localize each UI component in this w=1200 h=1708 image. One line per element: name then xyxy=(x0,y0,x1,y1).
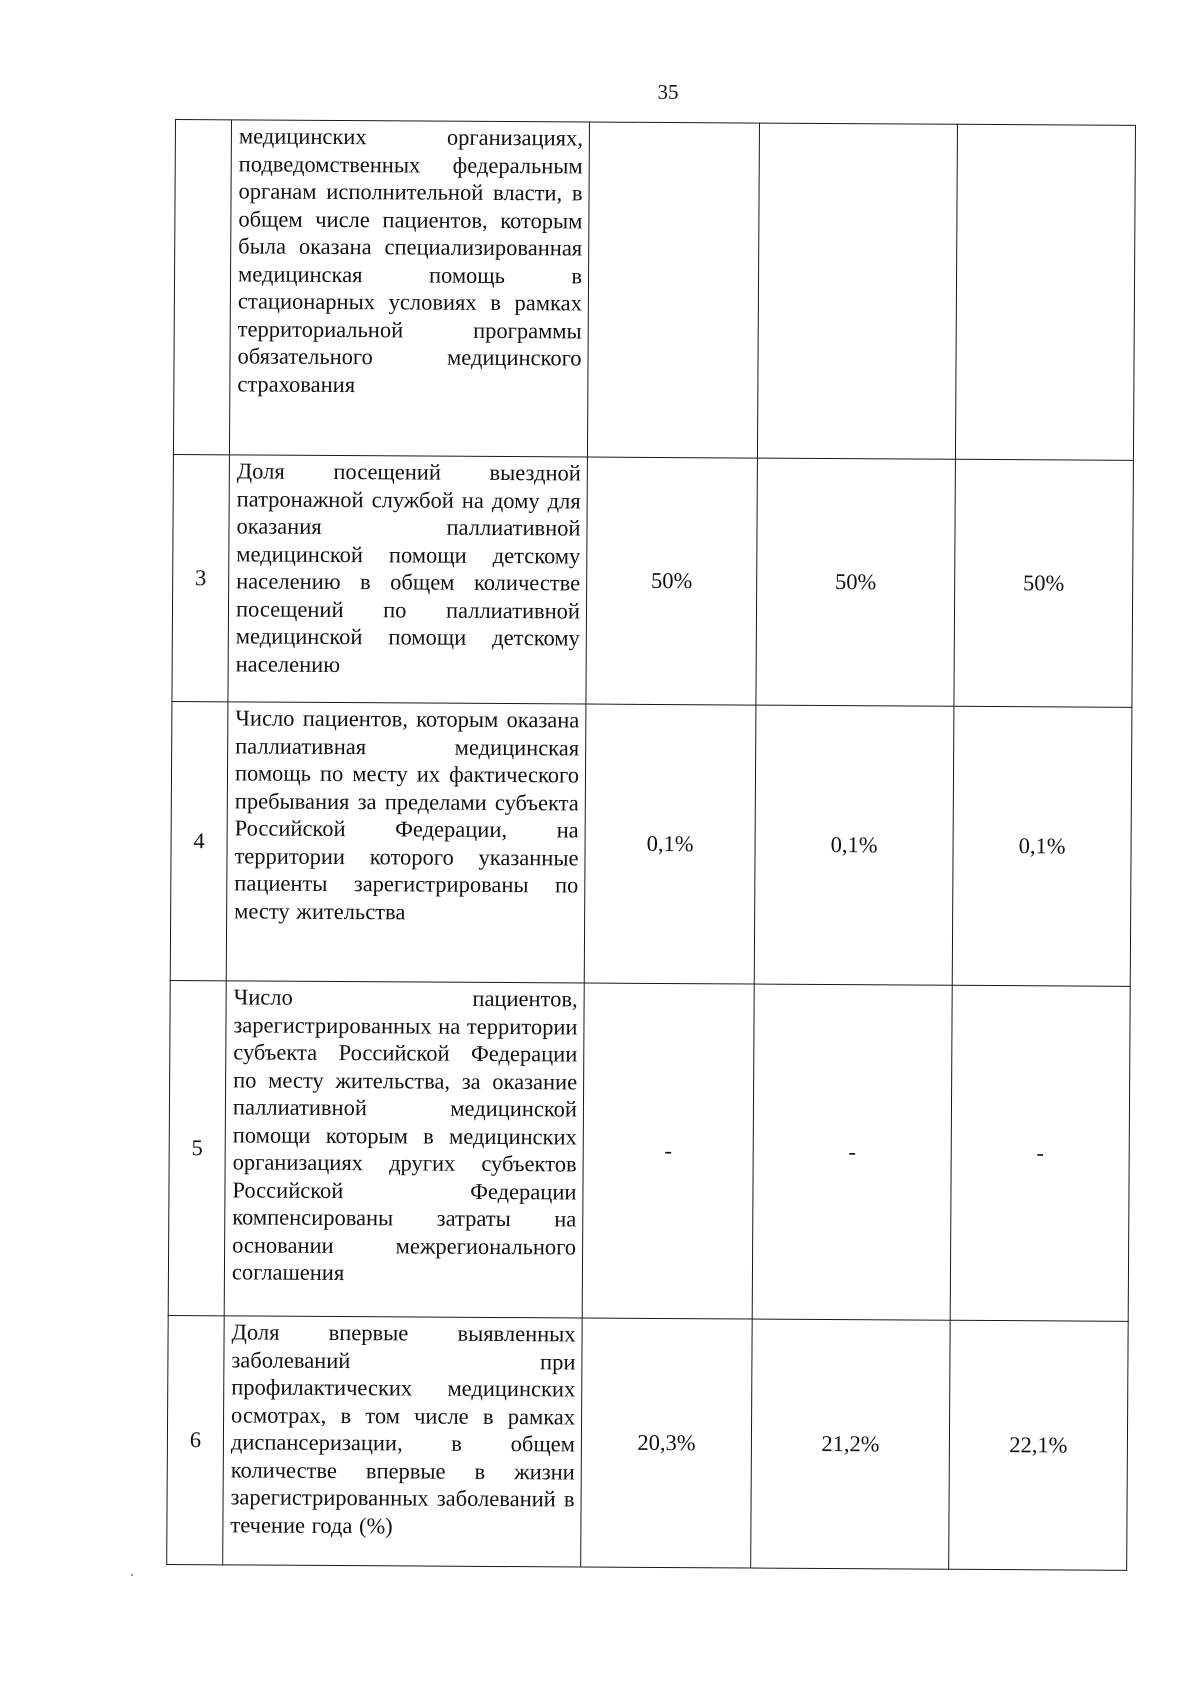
value-cell-year-2: 0,1% xyxy=(754,705,954,985)
table-row xyxy=(173,120,1135,461)
indicator-description: медицинских организациях, подведомственных федеральным органам исполнительной власти, в общем числе пациентов, которым была оказана специализированная медицинская помощь в стационарных условиях в рамках территориальной программы обязательного медицинского страхования xyxy=(237,123,583,397)
value-cell-year-3: 0,1% xyxy=(952,706,1132,986)
indicator-description-cell xyxy=(228,455,588,704)
row-number-cell: 5 xyxy=(168,980,226,1315)
page-number: 35 xyxy=(657,80,679,104)
indicator-description: Доля посещений выездной патронажной службой на дому для оказания паллиативной медицинской помощи детскому населению в общем количестве посещений по паллиативной медицинской помощи детскому населению xyxy=(235,458,581,677)
row-number-cell xyxy=(173,120,231,455)
value-cell-year-1: 50% xyxy=(586,457,758,705)
table-row xyxy=(172,454,1133,707)
indicators-table xyxy=(166,119,1136,1571)
indicator-description-cell xyxy=(224,981,584,1318)
value-cell-year-1: 20,3% xyxy=(581,1318,753,1568)
value-cell-year-3: 50% xyxy=(954,459,1134,707)
table-row xyxy=(168,980,1130,1321)
row-number-cell: 3 xyxy=(172,454,230,701)
table-row xyxy=(167,1315,1129,1570)
value-cell-year-2: 21,2% xyxy=(751,1319,951,1569)
indicator-description: Число пациентов, зарегистрированных на территории субъекта Российской Федерации по месту жительства, за оказание паллиативной медицинской помощи которым в медицинских организациях других субъектов Российской Федерации компенсированы затраты на основании межрегионального соглашения xyxy=(231,984,578,1286)
value-cell-year-1 xyxy=(587,122,759,458)
scan-speck xyxy=(131,1574,133,1576)
indicator-description: Доля впервые выявленных заболеваний при профилактических медицинских осмотрах, в том числе в рамках диспансеризации, в общем количестве впервые в жизни зарегистрированных заболеваний в течение года (%) xyxy=(230,1319,576,1538)
value-cell-year-3 xyxy=(955,124,1135,460)
value-cell-year-1: 0,1% xyxy=(584,704,756,984)
indicator-description-cell xyxy=(223,1316,583,1567)
indicator-description-cell xyxy=(226,702,586,983)
value-cell-year-3: - xyxy=(950,985,1130,1321)
value-cell-year-2 xyxy=(757,123,957,459)
row-number-cell: 4 xyxy=(170,701,228,980)
table-row xyxy=(170,701,1132,986)
indicator-description: Число пациентов, которым оказана паллиативная медицинская помощь по месту их фактического пребывания за пределами субъекта Российской Федерации, на территории которого указанные пациенты зарегистрированы по месту жительства xyxy=(234,705,580,924)
value-cell-year-3: 22,1% xyxy=(949,1320,1129,1570)
value-cell-year-2: 50% xyxy=(756,458,956,706)
indicator-description-cell xyxy=(229,120,589,457)
row-number-cell: 6 xyxy=(167,1315,225,1564)
value-cell-year-1: - xyxy=(582,983,754,1319)
value-cell-year-2: - xyxy=(752,984,952,1320)
